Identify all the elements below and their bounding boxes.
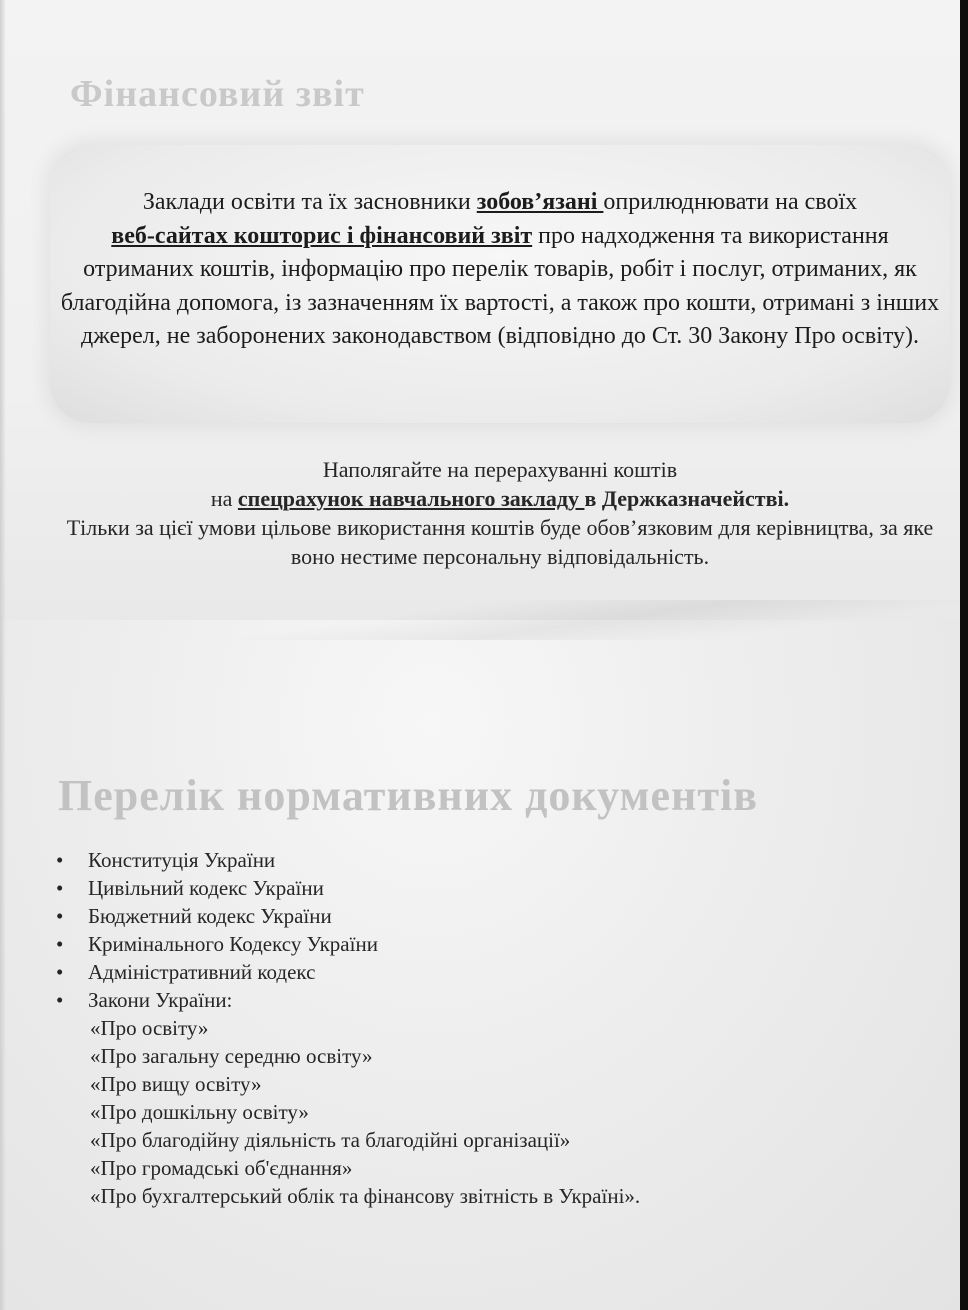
bullet-icon: • bbox=[56, 904, 64, 928]
law-item: «Про дошкільну освіту» bbox=[90, 1100, 309, 1124]
list-item-label: Кримінального Кодексу України bbox=[88, 932, 378, 956]
list-item bbox=[52, 986, 640, 1014]
treasury-notice bbox=[60, 455, 940, 571]
emphasis-obliged: зобов’язані bbox=[476, 189, 604, 215]
list-item-label: Бюджетний кодекс України bbox=[88, 904, 332, 928]
law-item: «Про загальну середню освіту» bbox=[90, 1044, 373, 1068]
law-item: «Про бухгалтерський облік та фінансову звітність в Україні». bbox=[90, 1184, 641, 1208]
list-item bbox=[52, 846, 640, 874]
bullet-icon: • bbox=[56, 932, 64, 956]
law-item: «Про вищу освіту» bbox=[90, 1072, 262, 1096]
notice-line: Наполягайте на перерахуванні коштів bbox=[322, 457, 678, 482]
list-item-label: Закони України: bbox=[88, 988, 233, 1012]
documents-list bbox=[52, 846, 640, 1210]
bullet-icon: • bbox=[56, 960, 64, 984]
paragraph-text: про надходження та використання отриманих коштів, інформацію про перелік товарів, робіт і послуг, отриманих, як благодійна допомога, із зазначенням їх вартості, а також про кошти, отримані з інших джерел, не заборонених законодавством (відповідно до Ст. 30 Закону Про освіту). bbox=[60, 222, 940, 349]
emphasis-websites: веб-сайтах кошторис і фінансовий звіт bbox=[111, 222, 533, 249]
paragraph-text: оприлюднювати на своїх bbox=[603, 189, 858, 215]
list-item-label: Адміністративний кодекс bbox=[88, 960, 316, 984]
law-item: «Про освіту» bbox=[90, 1016, 209, 1040]
bullet-icon: • bbox=[56, 876, 64, 900]
list-item-label: Цивільний кодекс України bbox=[88, 876, 324, 900]
notice-text: на bbox=[210, 486, 238, 511]
page-edge bbox=[0, 0, 6, 1310]
disclosure-paragraph bbox=[60, 186, 940, 354]
law-item: «Про благодійну діяльність та благодійні організації» bbox=[90, 1128, 571, 1152]
list-item bbox=[52, 930, 640, 958]
notice-line: Тільки за цієї умови цільове використання коштів буде обов’язковим для керівництва, за яке воно нестиме персональну відповідальність. bbox=[66, 515, 934, 569]
emphasis-treasury: в Держказначействі. bbox=[584, 486, 790, 511]
list-item bbox=[52, 958, 640, 986]
list-item bbox=[52, 902, 640, 930]
page-overlap-shadow bbox=[0, 600, 960, 640]
paragraph-text: Заклади освіти та їх засновники bbox=[142, 189, 477, 215]
emphasis-special-account: спецрахунок навчального закладу bbox=[237, 486, 585, 511]
law-item: «Про громадські об'єднання» bbox=[90, 1156, 353, 1180]
bullet-icon: • bbox=[56, 848, 64, 872]
section-title-financial-report: Фінансовий звіт bbox=[70, 73, 365, 115]
section-title-regulatory-documents: Перелік нормативних документів bbox=[58, 771, 758, 820]
list-item bbox=[52, 874, 640, 902]
list-item-label: Конституція України bbox=[88, 848, 276, 872]
bullet-icon: • bbox=[56, 988, 64, 1012]
